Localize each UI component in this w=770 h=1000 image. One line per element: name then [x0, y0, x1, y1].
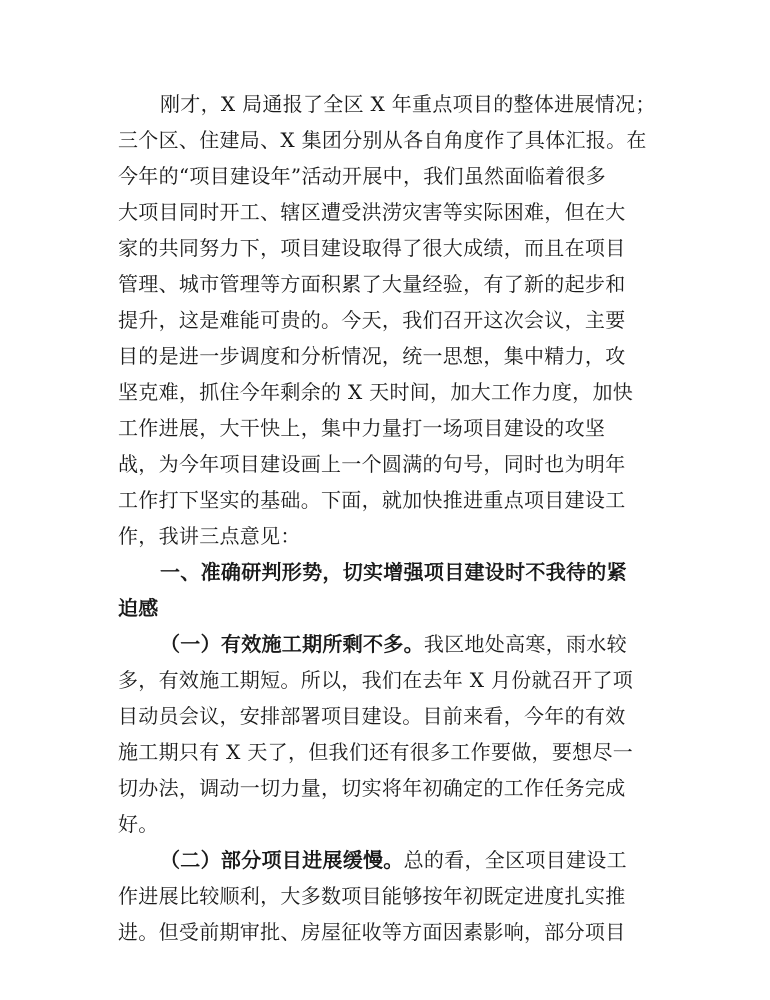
section-heading-1-line-1: 一、准确研判形势，切实增强项目建设时不我待的紧 — [160, 560, 627, 584]
paragraph-1-line-2: 三个区、住建局、X 集团分别从各自角度作了具体汇报。在 — [118, 128, 647, 152]
paragraph-1-line-9: 坚克难，抓住今年剩余的 X 天时间，加大工作力度，加快 — [118, 380, 634, 404]
subsection-2-first-rest: 总的看，全区项目建设工 — [403, 848, 627, 872]
paragraph-1-line-13: 作，我讲三点意见： — [118, 524, 301, 548]
subsection-1-line-6: 好。 — [118, 812, 159, 836]
subsection-1-line-4: 施工期只有 X 天了，但我们还有很多工作要做，要想尽一 — [118, 740, 634, 764]
paragraph-1-line-4: 大项目同时开工、辖区遭受洪涝灾害等实际困难，但在大 — [118, 200, 626, 224]
paragraph-1-line-6: 管理、城市管理等方面积累了大量经验，有了新的起步和 — [118, 272, 626, 296]
subsection-2-line-2: 作进展比较顺利，大多数项目能够按年初既定进度扎实推 — [118, 884, 626, 908]
paragraph-1-line-12: 工作打下坚实的基础。下面，就加快推进重点项目建设工 — [118, 488, 626, 512]
subsection-1-line-1 — [160, 626, 627, 662]
subsection-1-line-5: 切办法，调动一切力量，切实将年初确定的工作任务完成 — [118, 776, 626, 800]
section-heading-1-line-2: 迫感 — [118, 596, 159, 620]
paragraph-1-line-11: 战，为今年项目建设画上一个圆满的句号，同时也为明年 — [118, 452, 626, 476]
subsection-1-lead: （一）有效施工期所剩不多。 — [160, 632, 424, 656]
paragraph-1-line-3: 今年的“项目建设年”活动开展中，我们虽然面临着很多 — [118, 164, 606, 188]
subsection-1-line-3: 目动员会议，安排部署项目建设。目前来看，今年的有效 — [118, 704, 626, 728]
paragraph-1-line-10: 工作进展，大干快上，集中力量打一场项目建设的攻坚 — [118, 416, 606, 440]
paragraph-1-line-7: 提升，这是难能可贵的。今天，我们召开这次会议，主要 — [118, 308, 626, 332]
subsection-2-line-3: 进。但受前期审批、房屋征收等方面因素影响，部分项目 — [118, 920, 626, 944]
paragraph-1-line-1: 刚才，X 局通报了全区 X 年重点项目的整体进展情况； — [160, 92, 656, 116]
subsection-1-first-rest: 我区地处高寒，雨水较 — [423, 632, 627, 656]
subsection-1-line-2: 多，有效施工期短。所以，我们在去年 X 月份就召开了项 — [118, 668, 634, 692]
subsection-2-lead: （二）部分项目进展缓慢。 — [160, 848, 404, 872]
subsection-2-line-1 — [160, 842, 627, 878]
paragraph-1-line-5: 家的共同努力下，项目建设取得了很大成绩，而且在项目 — [118, 236, 626, 260]
paragraph-1-line-8: 目的是进一步调度和分析情况，统一思想，集中精力，攻 — [118, 344, 626, 368]
